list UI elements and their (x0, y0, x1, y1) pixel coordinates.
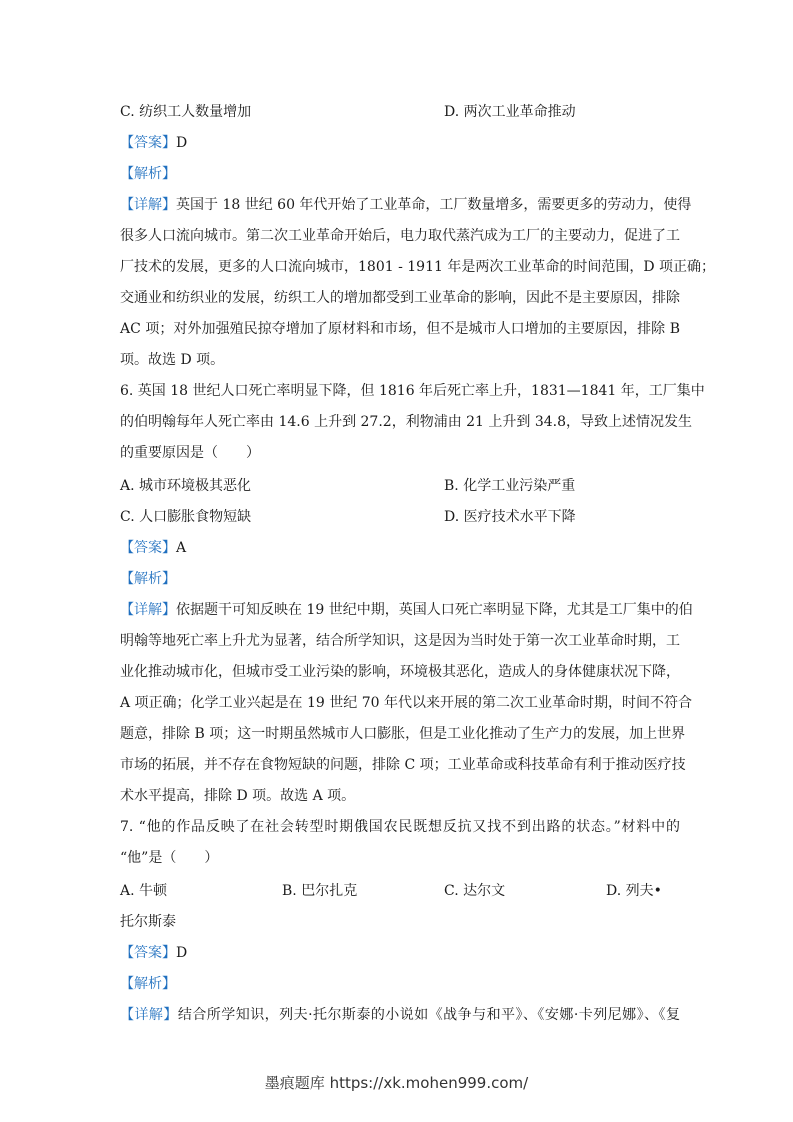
q7-detail-line (120, 1005, 680, 1025)
detail-text: 依据题干可知反映在 19 世纪中期，英国人口死亡率明显下降，尤其是工厂集中的伯 (176, 602, 693, 618)
q6-detail-line: 业化推动城市化，但城市受工业污染的影响，环境极其恶化，造成人的身体健康状况下降， (120, 664, 680, 680)
q7-option-d: D. 列夫• (606, 883, 662, 899)
q7-option-c: C. 达尔文 (444, 883, 506, 899)
detail-text: 英国于 18 世纪 60 年代开始了工业革命，工厂数量增多，需要更多的劳动力，使得 (176, 197, 692, 213)
q5-detail-line: 项。故选 D 项。 (120, 352, 225, 368)
q6-detail-line: 术水平提高，排除 D 项。故选 A 项。 (120, 788, 356, 804)
answer-value: A (176, 540, 187, 556)
q5-detail-line (120, 195, 692, 215)
q7-stem-line: “他”是（ ） (120, 850, 219, 866)
q7-stem-line: 7. “他的作品反映了在社会转型时期俄国农民既想反抗又找不到出路的状态。”材料中的 (120, 819, 680, 835)
detail-text: 结合所学知识，列夫·托尔斯泰的小说如《战争与和平》、《安娜·卡列尼娜》、《复 (177, 1007, 681, 1023)
q7-option-a: A. 牛顿 (120, 883, 168, 899)
q6-detail-line: A 项正确；化学工业兴起是在 19 世纪 70 年代以来开展的第二次工业革命时期，时间不符合 (120, 695, 692, 711)
q6-stem-line: 的重要原因是（ ） (120, 445, 260, 461)
q6-detail-line: 市场的拓展，并不存在食物短缺的问题，排除 C 项；工业革命或科技革命有利于推动医疗技 (120, 757, 686, 773)
q7-analysis-tag: 【解析】 (120, 976, 176, 992)
q6-stem-line: 的伯明翰每年人死亡率由 14.6 上升到 27.2，利物浦由 21 上升到 34.8，导致上述情况发生 (120, 414, 693, 430)
q6-stem-line: 6. 英国 18 世纪人口死亡率明显下降，但 1816 年后死亡率上升，1831—1841 年，工厂集中 (120, 383, 705, 399)
answer-tag: 【答案】 (120, 945, 176, 961)
q6-detail-line (120, 600, 693, 620)
answer-value: D (176, 135, 188, 151)
q6-option-b: B. 化学工业污染严重 (444, 478, 576, 494)
q7-option-d-continued: 托尔斯泰 (120, 914, 176, 930)
q6-analysis-tag: 【解析】 (120, 571, 176, 587)
answer-tag: 【答案】 (120, 540, 176, 556)
q5-detail-line: AC 项；对外加强殖民掠夺增加了原材料和市场，但不是城市人口增加的主要原因，排除 B (120, 321, 680, 337)
footer-watermark: 墨痕题库 https://xk.mohen999.com/ (264, 1074, 529, 1092)
q6-option-c: C. 人口膨胀食物短缺 (120, 509, 252, 525)
q5-option-d: D. 两次工业革命推动 (444, 104, 576, 120)
detail-tag: 【详解】 (120, 197, 176, 213)
q5-detail-line: 厂技术的发展，更多的人口流向城市，1801 - 1911 年是两次工业革命的时间范围，D 项正确； (120, 259, 716, 275)
q6-detail-line: 题意，排除 B 项；这一时期虽然城市人口膨胀，但是工业化推动了生产力的发展，加上世界 (120, 726, 686, 742)
q6-answer (120, 538, 680, 558)
q5-option-c: C. 纺织工人数量增加 (120, 104, 252, 120)
q6-option-a: A. 城市环境极其恶化 (120, 478, 252, 494)
q5-detail-line: 很多人口流向城市。第二次工业革命开始后，电力取代蒸汽成为工厂的主要动力，促进了工 (120, 228, 680, 244)
q7-answer (120, 943, 680, 963)
q5-detail-line: 交通业和纺织业的发展，纺织工人的增加都受到工业革命的影响，因此不是主要原因，排除 (120, 290, 680, 306)
q6-detail-line: 明翰等地死亡率上升尤为显著，结合所学知识，这是因为当时处于第一次工业革命时期，工 (120, 633, 680, 649)
detail-tag: 【详解】 (120, 602, 176, 618)
answer-value: D (176, 945, 188, 961)
q6-option-d: D. 医疗技术水平下降 (444, 509, 576, 525)
q5-analysis-tag: 【解析】 (120, 166, 176, 182)
answer-tag: 【答案】 (120, 135, 176, 151)
detail-tag: 【详解】 (120, 1007, 178, 1023)
q5-answer (120, 133, 680, 153)
q7-option-b: B. 巴尔扎克 (282, 883, 358, 899)
